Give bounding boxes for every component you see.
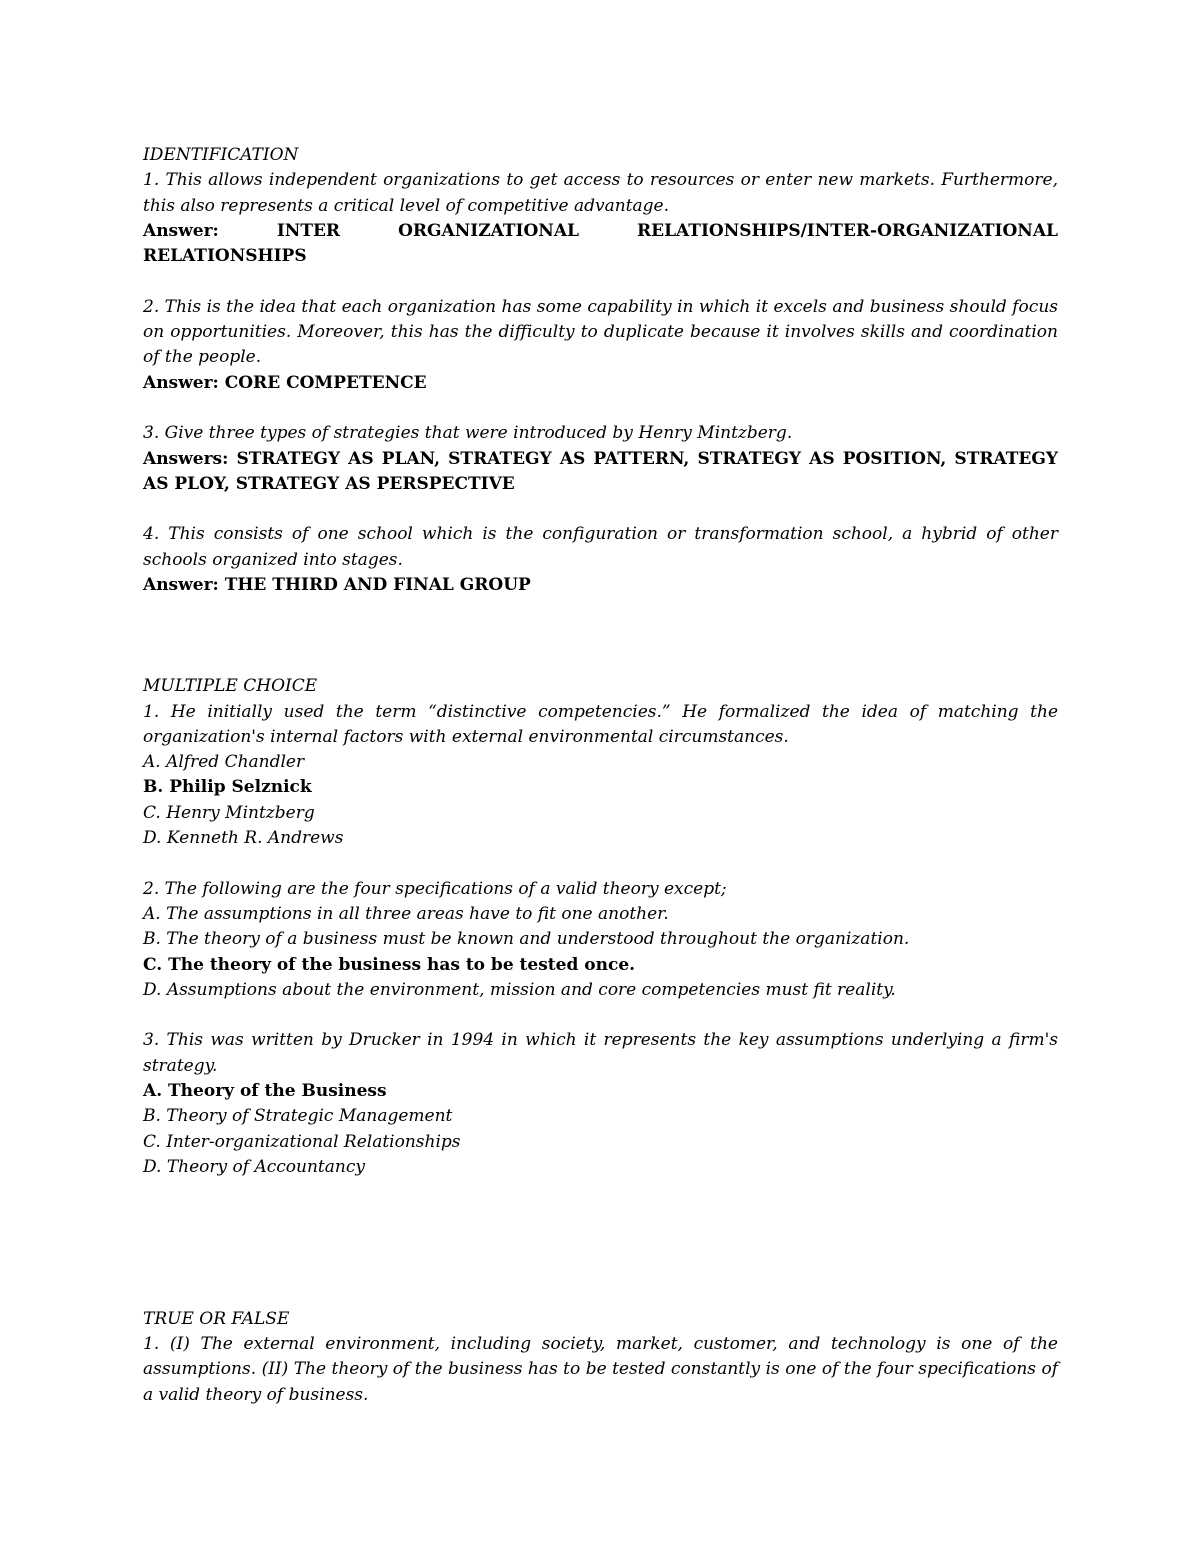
option-a: A. The assumptions in all three areas have to fit one another. (143, 903, 669, 924)
option-d: D. Kenneth R. Andrews (143, 828, 344, 849)
identification-item-3 (143, 421, 1058, 497)
question-text: 1. He initially used the term “distinctive competencies.” He formalized the idea of matching the organization's internal factors with external environmental circumstances. (143, 701, 1058, 747)
option-a-correct: A. Theory of the Business (143, 1080, 387, 1101)
question-text: 2. The following are the four specifications of a valid theory except; (143, 878, 727, 899)
option-d: D. Assumptions about the environment, mission and core competencies must fit reality. (143, 979, 896, 1000)
option-c: C. Henry Mintzberg (143, 802, 315, 823)
question-text: 2. This is the idea that each organization has some capability in which it excels and business should focus on opportunities. Moreover, this has the difficulty to duplicate because it involves skills and coordination of the people. (143, 296, 1058, 368)
question-text: 1. (I) The external environment, including society, market, customer, and technology is one of the assumptions. (II) The theory of the business has to be tested constantly is one of the four specifications of a valid theory of business. (143, 1333, 1058, 1405)
answer-text: Answer: THE THIRD AND FINAL GROUP (143, 575, 531, 596)
section-heading-identification: IDENTIFICATION (143, 145, 299, 165)
multiple-choice-section (143, 674, 1058, 1180)
section-heading-multiple-choice: MULTIPLE CHOICE (143, 676, 318, 697)
identification-item-2 (143, 295, 1058, 396)
option-c-correct: C. The theory of the business has to be tested once. (143, 954, 636, 975)
multiple-choice-item-1 (143, 700, 1058, 852)
true-or-false-section (143, 1307, 1058, 1408)
answer-text: Answers: STRATEGY AS PLAN, STRATEGY AS PATTERN, STRATEGY AS POSITION, STRATEGY AS PLOY, STRATEGY AS PERSPECTIVE (143, 448, 1058, 494)
true-or-false-item-1 (143, 1332, 1058, 1408)
option-b: B. The theory of a business must be known and understood throughout the organization. (143, 929, 910, 950)
question-text: 3. This was written by Drucker in 1994 in which it represents the key assumptions underlying a firm's strategy. (143, 1030, 1058, 1076)
option-c: C. Inter-organizational Relationships (143, 1131, 461, 1152)
answer-text: Answer: INTER ORGANIZATIONAL RELATIONSHIPS/INTER-ORGANIZATIONAL RELATIONSHIPS (143, 220, 1058, 267)
document-page (143, 143, 1058, 1408)
section-heading-true-or-false: TRUE OR FALSE (143, 1308, 290, 1329)
answer-text: Answer: CORE COMPETENCE (143, 372, 427, 393)
identification-item-1 (143, 168, 1058, 269)
identification-item-4 (143, 522, 1058, 598)
multiple-choice-item-2 (143, 877, 1058, 1003)
option-a: A. Alfred Chandler (143, 752, 305, 773)
question-text: 4. This consists of one school which is the configuration or transformation school, a hybrid of other schools organized into stages. (143, 524, 1058, 570)
question-text: 3. Give three types of strategies that were introduced by Henry Mintzberg. (143, 423, 793, 444)
option-b: B. Theory of Strategic Management (143, 1106, 453, 1127)
identification-section (143, 143, 1058, 598)
option-d: D. Theory of Accountancy (143, 1156, 365, 1177)
question-text: 1. This allows independent organizations to get access to resources or enter new markets. Furthermore, this also represents a critical level of competitive advantage. (143, 170, 1058, 216)
option-b-correct: B. Philip Selznick (143, 777, 312, 798)
multiple-choice-item-3 (143, 1028, 1058, 1180)
